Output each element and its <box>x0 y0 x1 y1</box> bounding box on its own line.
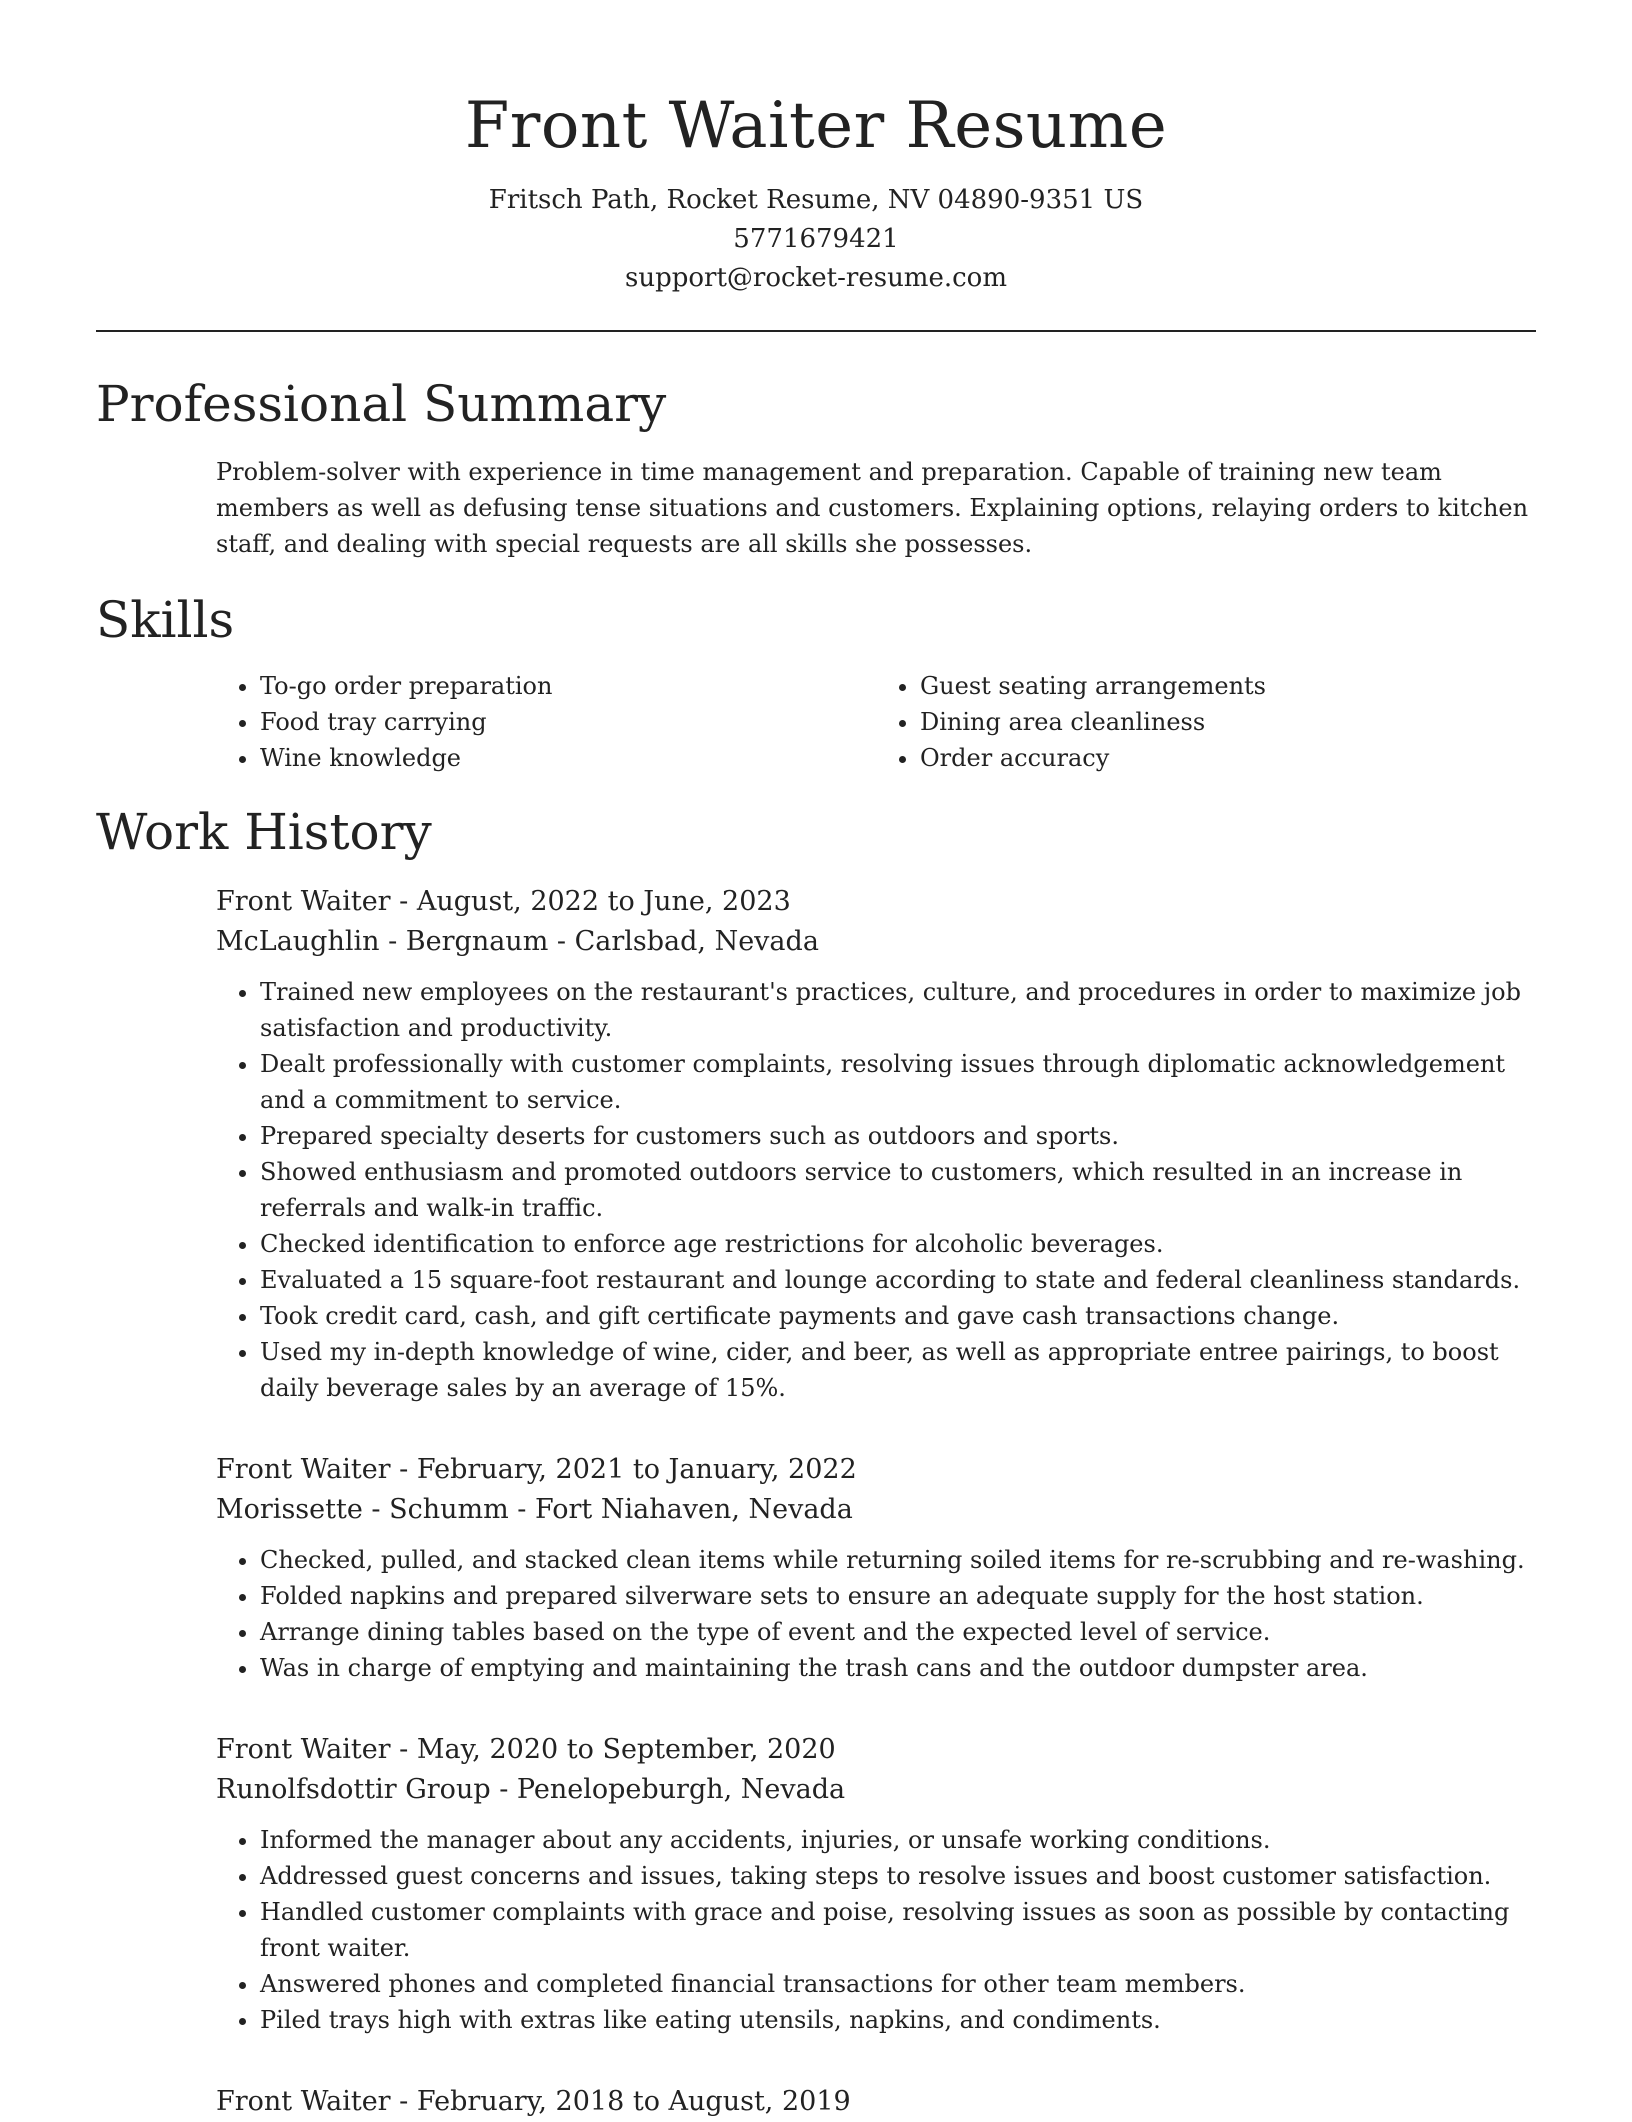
job-bullets <box>216 1542 1536 1686</box>
job-entry <box>216 1450 1536 1686</box>
job-dates: February, 2021 to January, 2022 <box>416 1454 857 1485</box>
job-bullet: • Handled customer complaints with grace and poise, resolving issues as soon as possible by contacting front waiter. <box>260 1894 1536 1966</box>
job-bullet: • Dealt professionally with customer complaints, resolving issues through diplomatic acknowledgement and a commitment to service. <box>260 1046 1536 1118</box>
skills-heading: Skills <box>96 591 235 649</box>
skills-columns <box>216 668 1536 776</box>
job-bullet: • Evaluated a 15 square-foot restaurant and lounge according to state and federal cleanliness standards. <box>260 1262 1536 1298</box>
phone: 5771679421 <box>733 224 899 254</box>
job-company-line: Morissette - Schumm - Fort Niahaven, Nevada <box>216 1494 853 1525</box>
job-entry <box>216 1730 1536 2038</box>
work-history-heading: Work History <box>96 803 432 861</box>
skill-item: • Dining area cleanliness <box>920 704 1536 740</box>
job-company: Runolfsdottir Group <box>216 1774 491 1805</box>
job-entry <box>216 882 1536 1406</box>
job-bullet: • Informed the manager about any accidents, injuries, or unsafe working conditions. <box>260 1822 1536 1858</box>
skill-item: • Food tray carrying <box>260 704 876 740</box>
header-divider <box>96 330 1536 332</box>
resume-title: Front Waiter Resume <box>464 89 1168 163</box>
job-dates: August, 2022 to June, 2023 <box>416 886 791 917</box>
summary-heading: Professional Summary <box>96 375 667 433</box>
summary-section <box>96 374 1536 562</box>
job-title: Front Waiter <box>216 1454 391 1485</box>
job-bullets <box>216 974 1536 1406</box>
job-bullet: • Was in charge of emptying and maintaining the trash cans and the outdoor dumpster area. <box>260 1650 1536 1686</box>
skills-column-right <box>876 668 1536 776</box>
skill-item: • To-go order preparation <box>260 668 876 704</box>
contact-block <box>96 181 1536 298</box>
job-entry <box>216 2082 1536 2122</box>
job-bullet: • Addressed guest concerns and issues, taking steps to resolve issues and boost customer satisfaction. <box>260 1858 1536 1894</box>
job-dates: May, 2020 to September, 2020 <box>416 1734 836 1765</box>
job-company: Morissette - Schumm <box>216 1494 509 1525</box>
job-title: Front Waiter <box>216 2086 391 2117</box>
job-company: McLaughlin - Bergnaum <box>216 926 549 957</box>
job-bullet: • Piled trays high with extras like eating utensils, napkins, and condiments. <box>260 2002 1536 2038</box>
skill-item: • Guest seating arrangements <box>920 668 1536 704</box>
job-title-line: Front Waiter - August, 2022 to June, 2023 <box>216 886 791 917</box>
job-title-line: Front Waiter - February, 2018 to August, 2019 <box>216 2086 851 2117</box>
job-bullet: • Folded napkins and prepared silverware sets to ensure an adequate supply for the host station. <box>260 1578 1536 1614</box>
job-bullets <box>216 1822 1536 2038</box>
skill-item: • Order accuracy <box>920 740 1536 776</box>
job-bullet: • Arrange dining tables based on the type of event and the expected level of service. <box>260 1614 1536 1650</box>
skills-section <box>96 590 1536 776</box>
skills-column-left <box>216 668 876 776</box>
skill-item: • Wine knowledge <box>260 740 876 776</box>
work-history-section <box>96 802 1536 2122</box>
job-bullet: • Took credit card, cash, and gift certificate payments and gave cash transactions change. <box>260 1298 1536 1334</box>
job-company-line: Runolfsdottir Group - Penelopeburgh, Nevada <box>216 1774 846 1805</box>
job-bullet: • Prepared specialty deserts for customers such as outdoors and sports. <box>260 1118 1536 1154</box>
job-location: Penelopeburgh, Nevada <box>516 1774 846 1805</box>
job-title: Front Waiter <box>216 1734 391 1765</box>
job-title: Front Waiter <box>216 886 391 917</box>
job-title-line: Front Waiter - May, 2020 to September, 2020 <box>216 1734 836 1765</box>
job-company-line: McLaughlin - Bergnaum - Carlsbad, Nevada <box>216 926 819 957</box>
email: support@rocket-resume.com <box>624 263 1007 293</box>
job-bullet: • Used my in-depth knowledge of wine, cider, and beer, as well as appropriate entree pairings, to boost daily beverage sales by an average of 15%. <box>260 1334 1536 1406</box>
job-bullet: • Answered phones and completed financial transactions for other team members. <box>260 1966 1536 2002</box>
job-dates: February, 2018 to August, 2019 <box>416 2086 851 2117</box>
resume-page <box>96 0 1536 2122</box>
address: Fritsch Path, Rocket Resume, NV 04890-9351 US <box>488 185 1144 215</box>
summary-text: Problem-solver with experience in time management and preparation. Capable of training new team members as well as defusing tense situations and customers. Explaining options, relaying orders to kitchen staff, and dealing with special requests are all skills she possesses. <box>216 458 1529 558</box>
job-bullet: • Checked identification to enforce age restrictions for alcoholic beverages. <box>260 1226 1536 1262</box>
job-location: Fort Niahaven, Nevada <box>535 1494 853 1525</box>
job-bullet: • Trained new employees on the restaurant's practices, culture, and procedures in order to maximize job satisfaction and productivity. <box>260 974 1536 1046</box>
job-location: Carlsbad, Nevada <box>574 926 819 957</box>
job-bullet: • Checked, pulled, and stacked clean items while returning soiled items for re-scrubbing and re-washing. <box>260 1542 1536 1578</box>
job-title-line: Front Waiter - February, 2021 to January, 2022 <box>216 1454 857 1485</box>
job-bullet: • Showed enthusiasm and promoted outdoors service to customers, which resulted in an increase in referrals and walk-in traffic. <box>260 1154 1536 1226</box>
